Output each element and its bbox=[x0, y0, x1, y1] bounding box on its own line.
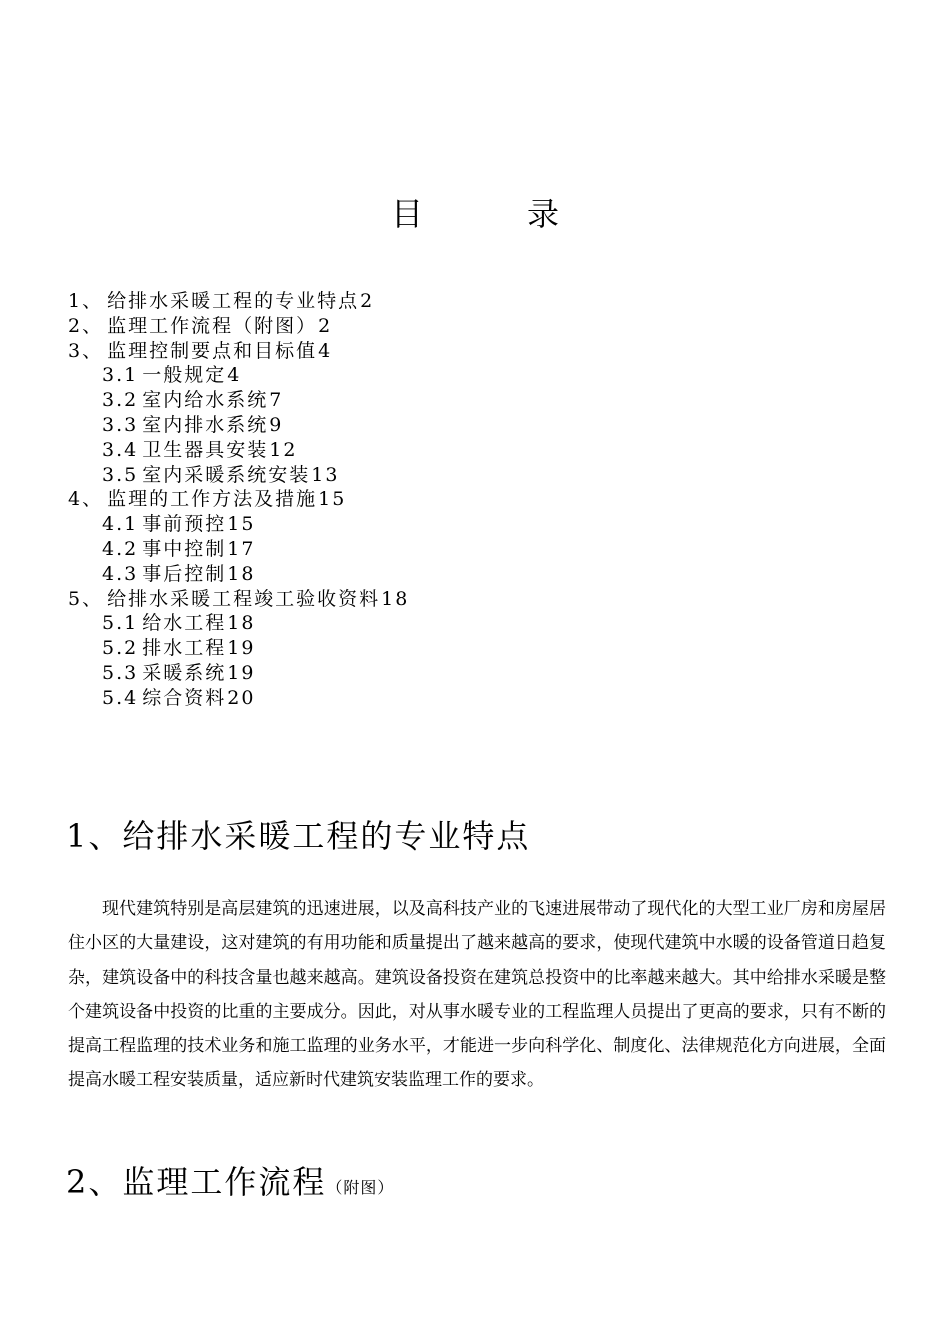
toc-entry-number: 4、 bbox=[68, 488, 104, 511]
toc-entry-text: 一般规定 bbox=[142, 364, 227, 387]
toc-entry bbox=[68, 388, 768, 413]
toc-entry-text: 室内给水系统 bbox=[142, 389, 269, 412]
toc-entry-text: 事前预控 bbox=[142, 513, 227, 536]
toc-entry-page-number: 18 bbox=[227, 612, 256, 635]
toc-entry bbox=[68, 537, 768, 562]
toc-entry-text: 卫生器具安装 bbox=[142, 438, 269, 461]
toc-entry-number: 2、 bbox=[68, 314, 104, 337]
toc-entry bbox=[68, 636, 768, 661]
toc-entry-text: 给水工程 bbox=[142, 612, 227, 635]
toc-entry-page-number: 4 bbox=[227, 364, 242, 387]
toc-entry-text: 给排水采暖工程竣工验收资料 bbox=[107, 587, 381, 610]
toc-entry-number: 5.4 bbox=[102, 686, 139, 709]
toc-entry bbox=[68, 512, 768, 537]
section-2-heading-text: 2、监理工作流程 bbox=[66, 1163, 327, 1201]
toc-entry bbox=[68, 438, 768, 463]
toc-entry bbox=[68, 611, 768, 636]
toc-entry-text: 给排水采暖工程的专业特点 bbox=[107, 290, 360, 312]
toc-entry-number: 4.2 bbox=[102, 537, 139, 560]
section-2-heading-note: （附图） bbox=[326, 1178, 395, 1197]
toc-entry-number: 5.3 bbox=[102, 661, 139, 684]
toc-entry bbox=[68, 487, 768, 512]
toc-entry-page-number: 19 bbox=[227, 637, 256, 660]
toc-entry bbox=[68, 413, 768, 438]
toc-entry bbox=[68, 363, 768, 388]
toc-entry-page-number: 4 bbox=[318, 339, 333, 362]
toc-entry-text: 监理的工作方法及措施 bbox=[107, 488, 318, 511]
toc-entry-number: 4.1 bbox=[102, 513, 139, 536]
toc-entry-page-number: 12 bbox=[269, 438, 298, 461]
toc-entry-page-number: 9 bbox=[269, 413, 284, 436]
toc-entry-page-number: 13 bbox=[311, 463, 340, 486]
toc-entry-page-number: 15 bbox=[318, 488, 347, 511]
toc-entry-page-number: 17 bbox=[227, 537, 256, 560]
toc-entry-text: 事后控制 bbox=[142, 562, 227, 585]
toc-entry-text: 事中控制 bbox=[142, 537, 227, 560]
toc-entry-page-number: 2 bbox=[318, 314, 333, 337]
section-1-heading: 1、给排水采暖工程的专业特点 bbox=[66, 817, 531, 855]
table-of-contents bbox=[68, 289, 768, 711]
toc-entry-number: 5.2 bbox=[102, 637, 139, 660]
toc-entry-text: 监理工作流程（附图） bbox=[107, 314, 318, 337]
toc-entry bbox=[68, 339, 768, 364]
toc-entry bbox=[68, 463, 768, 488]
toc-entry-page-number: 15 bbox=[227, 513, 256, 536]
toc-entry-page-number: 7 bbox=[269, 389, 284, 412]
toc-entry-page-number: 19 bbox=[227, 661, 256, 684]
toc-entry-number: 3.1 bbox=[102, 364, 139, 387]
toc-entry-number: 3.4 bbox=[102, 438, 139, 461]
toc-entry bbox=[68, 562, 768, 587]
toc-entry-page-number: 2 bbox=[360, 290, 375, 312]
toc-entry-text: 室内排水系统 bbox=[142, 413, 269, 436]
toc-entry bbox=[68, 686, 768, 711]
toc-entry-number: 3.2 bbox=[102, 389, 139, 412]
toc-title: 目 录 bbox=[390, 195, 595, 233]
toc-entry-text: 排水工程 bbox=[142, 637, 227, 660]
toc-entry-page-number: 18 bbox=[381, 587, 410, 610]
toc-entry-text: 采暖系统 bbox=[142, 661, 227, 684]
toc-entry bbox=[68, 661, 768, 686]
toc-entry bbox=[68, 314, 768, 339]
toc-entry-number: 4.3 bbox=[102, 562, 139, 585]
toc-entry-page-number: 18 bbox=[227, 562, 256, 585]
toc-entry-text: 室内采暖系统安装 bbox=[142, 463, 311, 486]
toc-entry-text: 综合资料 bbox=[142, 686, 227, 709]
section-2-heading bbox=[66, 1160, 394, 1210]
toc-entry-page-number: 20 bbox=[227, 686, 256, 709]
toc-entry bbox=[68, 587, 768, 612]
toc-entry-number: 3.3 bbox=[102, 413, 139, 436]
toc-entry-text: 监理控制要点和目标值 bbox=[107, 339, 318, 362]
section-1-paragraph: 现代建筑特别是高层建筑的迅速进展，以及高科技产业的飞速进展带动了现代化的大型工业厂房和房屋居住小区的大量建设，这对建筑的有用功能和质量提出了越来越高的要求，使现代建筑中水暖的设备管道日趋复杂，建筑设备中的科技含量也越来越高。建筑设备投资在建筑总投资中的比率越来越大。其中给排水采暖是整个建筑设备中投资的比重的主要成分。因此，对从事水暖专业的工程监理人员提出了更高的要求，只有不断的提高工程监理的技术业务和施工监理的业务水平，才能进一步向科学化、制度化、法律规范化方向进展，全面提高水暖工程安装质量，适应新时代建筑安装监理工作的要求。 bbox=[68, 899, 886, 1091]
toc-entry-number: 1、 bbox=[68, 290, 104, 312]
toc-entry bbox=[68, 289, 768, 314]
toc-entry-number: 5.1 bbox=[102, 612, 139, 635]
toc-entry-number: 3.5 bbox=[102, 463, 139, 486]
toc-entry-number: 5、 bbox=[68, 587, 104, 610]
toc-entry-number: 3、 bbox=[68, 339, 104, 362]
